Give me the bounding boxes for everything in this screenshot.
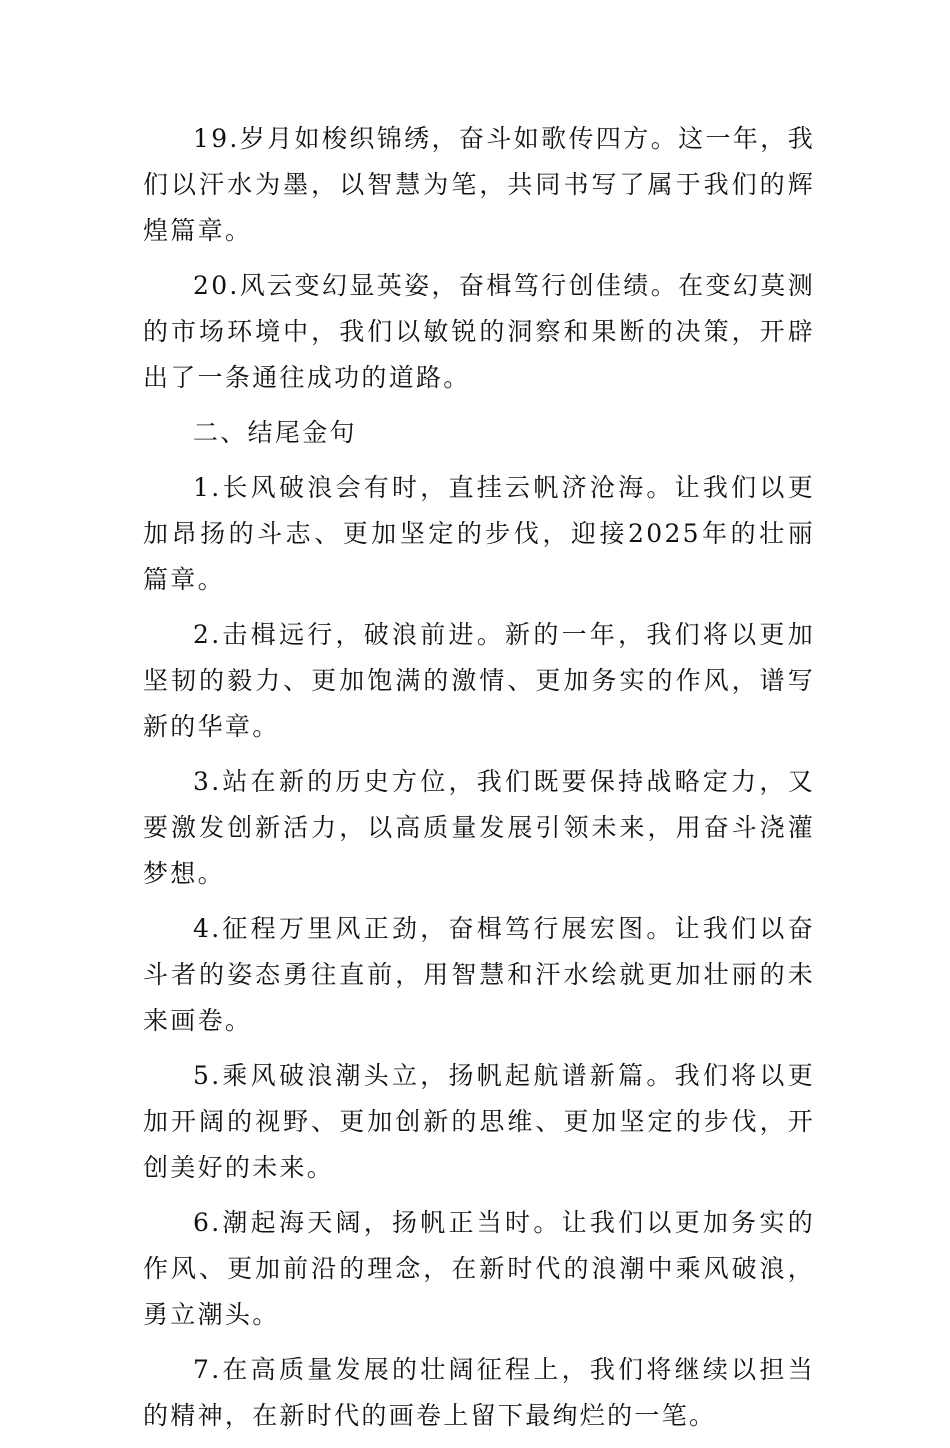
paragraph-4: 4.征程万里风正劲，奋楫笃行展宏图。让我们以奋斗者的姿态勇往直前，用智慧和汗水绘就更加壮丽的未来画卷。 [143, 914, 815, 1035]
paragraph-7: 7.在高质量发展的壮阔征程上，我们将继续以担当的精神，在新时代的画卷上留下最绚烂的一笔。 [143, 1355, 815, 1430]
paragraph-19: 19.岁月如梭织锦绣，奋斗如歌传四方。这一年，我们以汗水为墨，以智慧为笔，共同书写了属于我们的辉煌篇章。 [143, 124, 815, 245]
paragraph-5: 5.乘风破浪潮头立，扬帆起航谱新篇。我们将以更加开阔的视野、更加创新的思维、更加坚定的步伐，开创美好的未来。 [143, 1061, 815, 1182]
paragraph-20: 20.风云变幻显英姿，奋楫笃行创佳绩。在变幻莫测的市场环境中，我们以敏锐的洞察和果断的决策，开辟出了一条通往成功的道路。 [143, 271, 815, 392]
paragraph-2: 2.击楫远行，破浪前进。新的一年，我们将以更加坚韧的毅力、更加饱满的激情、更加务实的作风，谱写新的华章。 [143, 620, 815, 741]
document-body [143, 116, 815, 1448]
paragraph-6: 6.潮起海天阔，扬帆正当时。让我们以更加务实的作风、更加前沿的理念，在新时代的浪潮中乘风破浪，勇立潮头。 [143, 1208, 815, 1329]
paragraph-1: 1.长风破浪会有时，直挂云帆济沧海。让我们以更加昂扬的斗志、更加坚定的步伐，迎接2025年的壮丽篇章。 [143, 473, 815, 594]
paragraph-3: 3.站在新的历史方位，我们既要保持战略定力，又要激发创新活力，以高质量发展引领未来，用奋斗浇灌梦想。 [143, 767, 815, 888]
section-heading: 二、结尾金句 [193, 418, 357, 447]
